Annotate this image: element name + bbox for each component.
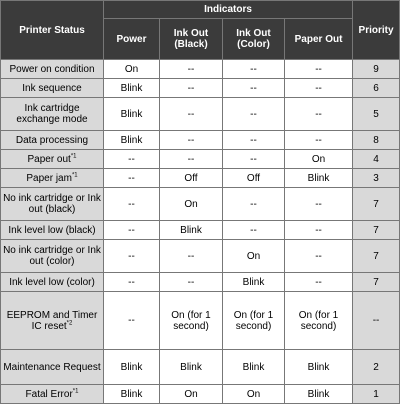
power-cell: --: [104, 273, 160, 292]
table-row: [1, 98, 400, 131]
status-label: Paper jam: [26, 172, 72, 184]
ink-out-black-cell: --: [160, 240, 223, 273]
ink-out-black-cell: --: [160, 60, 223, 79]
ink-out-black-cell: --: [160, 79, 223, 98]
power-cell: Blink: [104, 350, 160, 385]
table-row: [1, 79, 400, 98]
paper-out-cell: On (for 1 second): [285, 292, 353, 350]
header-printer-status: Printer Status: [1, 1, 104, 60]
status-label: No ink cartridge or Ink out (black): [3, 193, 101, 215]
ink-out-black-cell: On: [160, 385, 223, 404]
paper-out-cell: --: [285, 131, 353, 150]
power-cell: On: [104, 60, 160, 79]
power-cell: Blink: [104, 79, 160, 98]
priority-cell: 7: [353, 221, 400, 240]
header-power: Power: [104, 19, 160, 60]
table-row: [1, 60, 400, 79]
header-ink-out-color: Ink Out (Color): [223, 19, 285, 60]
footnote-marker: *1: [72, 388, 79, 395]
paper-out-cell: Blink: [285, 385, 353, 404]
footnote-marker: *1: [70, 153, 77, 160]
power-cell: --: [104, 150, 160, 169]
paper-out-cell: --: [285, 60, 353, 79]
ink-out-color-cell: Off: [223, 169, 285, 188]
status-cell: [1, 150, 104, 169]
paper-out-cell: --: [285, 79, 353, 98]
power-cell: Blink: [104, 98, 160, 131]
status-cell: [1, 240, 104, 273]
status-cell: [1, 169, 104, 188]
status-cell: [1, 60, 104, 79]
ink-out-black-cell: Blink: [160, 221, 223, 240]
priority-cell: 9: [353, 60, 400, 79]
footnote-marker: *2: [66, 320, 73, 327]
priority-cell: 1: [353, 385, 400, 404]
ink-out-black-cell: --: [160, 131, 223, 150]
priority-cell: 7: [353, 188, 400, 221]
status-cell: [1, 79, 104, 98]
status-label: Ink level low (black): [8, 224, 96, 236]
ink-out-black-cell: On: [160, 188, 223, 221]
priority-cell: 6: [353, 79, 400, 98]
status-cell: [1, 385, 104, 404]
power-cell: Blink: [104, 385, 160, 404]
ink-out-black-cell: On (for 1 second): [160, 292, 223, 350]
table-row: [1, 188, 400, 221]
paper-out-cell: --: [285, 188, 353, 221]
priority-cell: 3: [353, 169, 400, 188]
header-priority: Priority: [353, 1, 400, 60]
header-indicators: Indicators: [104, 1, 353, 19]
table-row: [1, 273, 400, 292]
ink-out-color-cell: --: [223, 221, 285, 240]
ink-out-color-cell: --: [223, 131, 285, 150]
ink-out-color-cell: Blink: [223, 350, 285, 385]
table-row: [1, 150, 400, 169]
status-label: Maintenance Request: [3, 361, 101, 373]
power-cell: Blink: [104, 131, 160, 150]
power-cell: --: [104, 221, 160, 240]
header-ink-out-black: Ink Out (Black): [160, 19, 223, 60]
status-cell: [1, 188, 104, 221]
status-label: No ink cartridge or Ink out (color): [3, 245, 101, 267]
priority-cell: 4: [353, 150, 400, 169]
status-label: Ink cartridge exchange mode: [16, 103, 88, 125]
ink-out-color-cell: Blink: [223, 273, 285, 292]
status-cell: [1, 273, 104, 292]
priority-cell: 7: [353, 240, 400, 273]
status-label: Power on condition: [9, 63, 95, 75]
priority-cell: --: [353, 292, 400, 350]
ink-out-color-cell: --: [223, 98, 285, 131]
priority-cell: 7: [353, 273, 400, 292]
priority-cell: 8: [353, 131, 400, 150]
ink-out-color-cell: On (for 1 second): [223, 292, 285, 350]
paper-out-cell: Blink: [285, 169, 353, 188]
priority-cell: 5: [353, 98, 400, 131]
paper-out-cell: --: [285, 273, 353, 292]
status-label: Paper out: [27, 153, 71, 165]
paper-out-cell: Blink: [285, 350, 353, 385]
paper-out-cell: On: [285, 150, 353, 169]
status-label: Ink sequence: [22, 82, 82, 94]
ink-out-black-cell: --: [160, 273, 223, 292]
table-row: [1, 221, 400, 240]
status-cell: [1, 131, 104, 150]
ink-out-black-cell: --: [160, 150, 223, 169]
ink-out-black-cell: Blink: [160, 350, 223, 385]
power-cell: --: [104, 169, 160, 188]
status-cell: [1, 221, 104, 240]
status-cell: [1, 292, 104, 350]
footnote-marker: *1: [71, 172, 78, 179]
power-cell: --: [104, 240, 160, 273]
table-row: [1, 240, 400, 273]
status-label: Fatal Error: [25, 388, 73, 400]
status-label: Data processing: [15, 134, 89, 146]
status-cell: [1, 350, 104, 385]
power-cell: --: [104, 292, 160, 350]
ink-out-color-cell: On: [223, 240, 285, 273]
ink-out-color-cell: --: [223, 60, 285, 79]
table-row: [1, 385, 400, 404]
table-row: [1, 292, 400, 350]
table-row: [1, 350, 400, 385]
header-paper-out: Paper Out: [285, 19, 353, 60]
ink-out-color-cell: --: [223, 188, 285, 221]
power-cell: --: [104, 188, 160, 221]
paper-out-cell: --: [285, 240, 353, 273]
ink-out-color-cell: On: [223, 385, 285, 404]
ink-out-black-cell: Off: [160, 169, 223, 188]
table-row: [1, 131, 400, 150]
status-label: Ink level low (color): [9, 276, 95, 288]
table-row: [1, 169, 400, 188]
paper-out-cell: --: [285, 221, 353, 240]
status-label: EEPROM and Timer IC reset: [6, 309, 98, 332]
status-cell: [1, 98, 104, 131]
priority-cell: 2: [353, 350, 400, 385]
ink-out-color-cell: --: [223, 79, 285, 98]
ink-out-color-cell: --: [223, 150, 285, 169]
ink-out-black-cell: --: [160, 98, 223, 131]
paper-out-cell: --: [285, 98, 353, 131]
